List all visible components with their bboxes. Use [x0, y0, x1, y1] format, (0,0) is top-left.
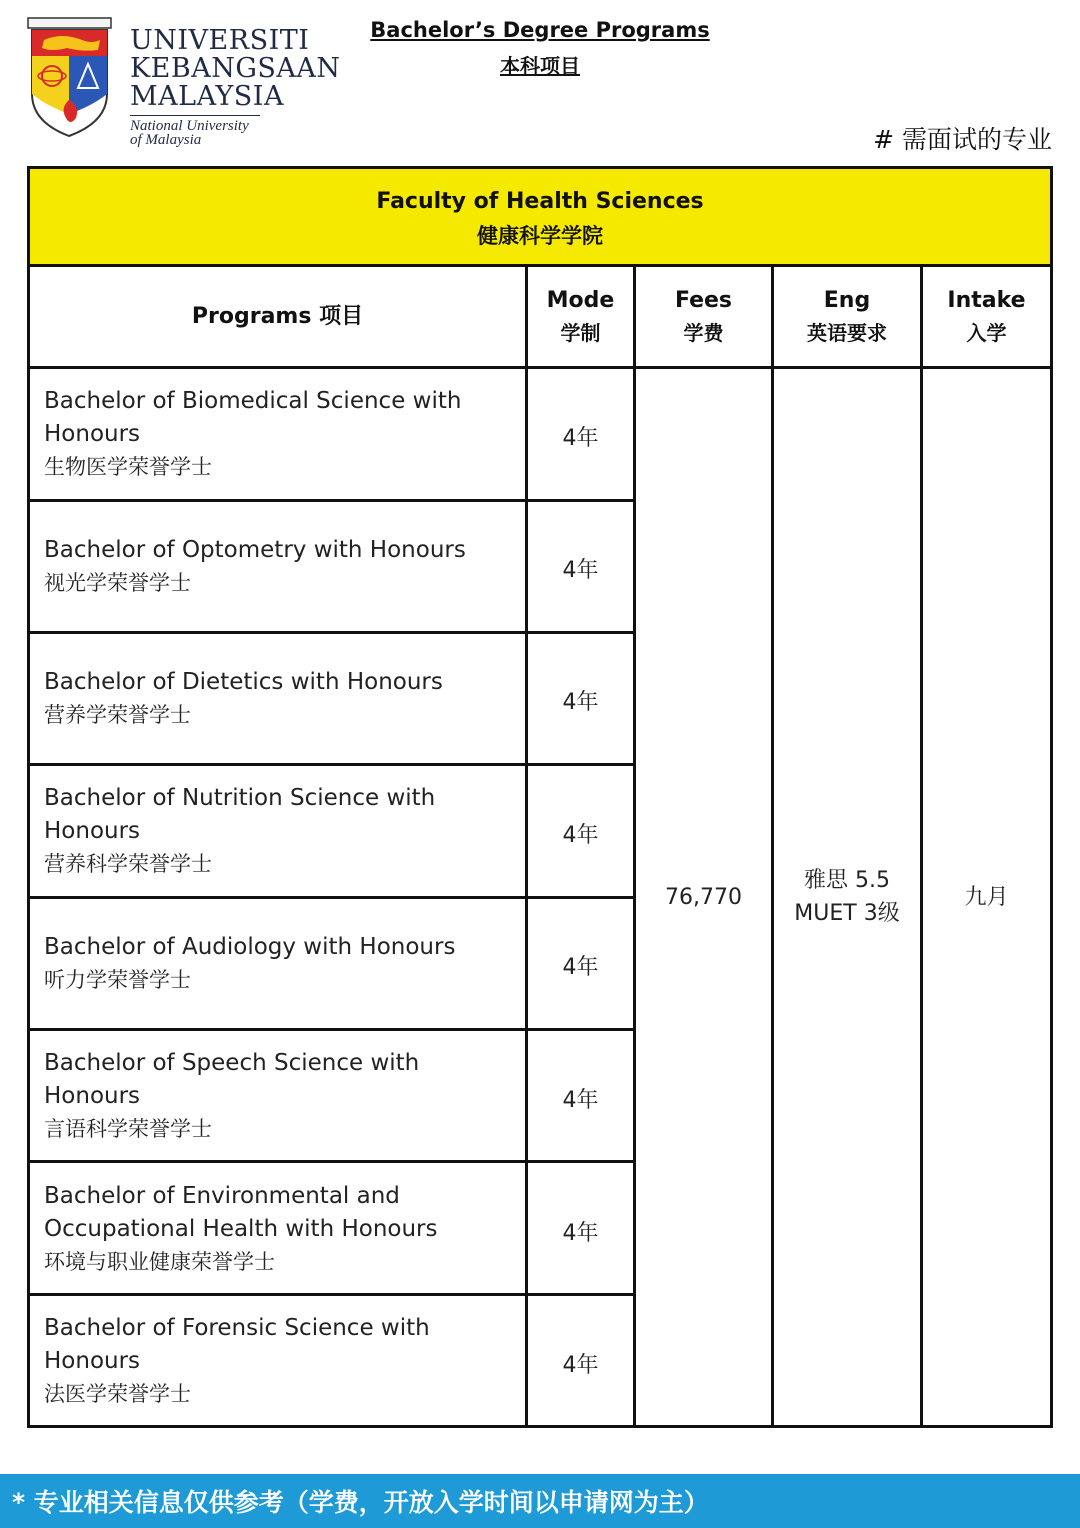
col-header-eng: Eng 英语要求	[807, 287, 887, 345]
row-divider	[30, 763, 636, 766]
row-divider	[30, 631, 636, 634]
program-name: Bachelor of Audiology with Honours 听力学荣誉学士	[44, 934, 456, 992]
programs-table	[27, 166, 1053, 1428]
page-title-zh: 本科项目	[500, 54, 580, 78]
university-name-line: KEBANGSAAN	[130, 53, 341, 84]
program-name: Bachelor of Optometry with Honours 视光学荣誉学士	[44, 537, 466, 595]
row-divider	[30, 896, 636, 899]
footer-note: * 专业相关信息仅供参考（学费，开放入学时间以申请网为主）	[12, 1488, 709, 1517]
col-header-intake: Intake 入学	[947, 287, 1026, 345]
eng-requirement: 雅思 5.5 MUET 3级	[794, 868, 900, 926]
program-name: Bachelor of Dietetics with Honours 营养学荣誉学士	[44, 669, 443, 727]
fees-value: 76,770	[665, 884, 742, 910]
row-divider	[30, 499, 636, 502]
program-name: Bachelor of Speech Science with Honours 言语科学荣誉学士	[44, 1050, 420, 1141]
program-name: Bachelor of Environmental and Occupational Health with Honours 环境与职业健康荣誉学士	[44, 1183, 438, 1274]
row-divider	[30, 1160, 636, 1163]
intake-value: 九月	[964, 884, 1009, 910]
faculty-name-zh: 健康科学学院	[477, 224, 603, 248]
row-divider	[30, 1028, 636, 1031]
program-mode: 4年	[562, 1221, 599, 1246]
university-name-line: MALAYSIA	[130, 81, 284, 112]
program-mode: 4年	[562, 690, 599, 715]
program-mode: 4年	[562, 558, 599, 583]
interview-note: # 需面试的专业	[873, 125, 1052, 154]
page-title: Bachelor’s Degree Programs	[370, 18, 710, 42]
col-header-fees: Fees 学费	[674, 287, 733, 345]
university-name-en: of Malaysia	[130, 132, 202, 148]
divider	[130, 115, 260, 116]
program-name: Bachelor of Forensic Science with Honours 法医学荣誉学士	[44, 1315, 430, 1406]
faculty-header	[30, 169, 1050, 267]
row-divider	[30, 1293, 636, 1296]
footer-note-bar	[0, 1474, 1080, 1528]
program-mode: 4年	[562, 1088, 599, 1113]
program-name: Bachelor of Nutrition Science with Honours 营养科学荣誉学士	[44, 785, 436, 876]
col-header-mode: Mode 学制	[546, 287, 615, 345]
university-name-en: National University	[130, 118, 249, 134]
faculty-name: Faculty of Health Sciences	[376, 189, 704, 214]
program-mode: 4年	[562, 1353, 599, 1378]
program-name: Bachelor of Biomedical Science with Honours 生物医学荣誉学士	[44, 388, 462, 479]
program-mode: 4年	[562, 426, 599, 451]
university-name	[130, 25, 341, 148]
col-header-programs: Programs 项目	[191, 303, 364, 329]
program-mode: 4年	[562, 823, 599, 848]
program-mode: 4年	[562, 955, 599, 980]
university-name-line: UNIVERSITI	[130, 25, 310, 56]
